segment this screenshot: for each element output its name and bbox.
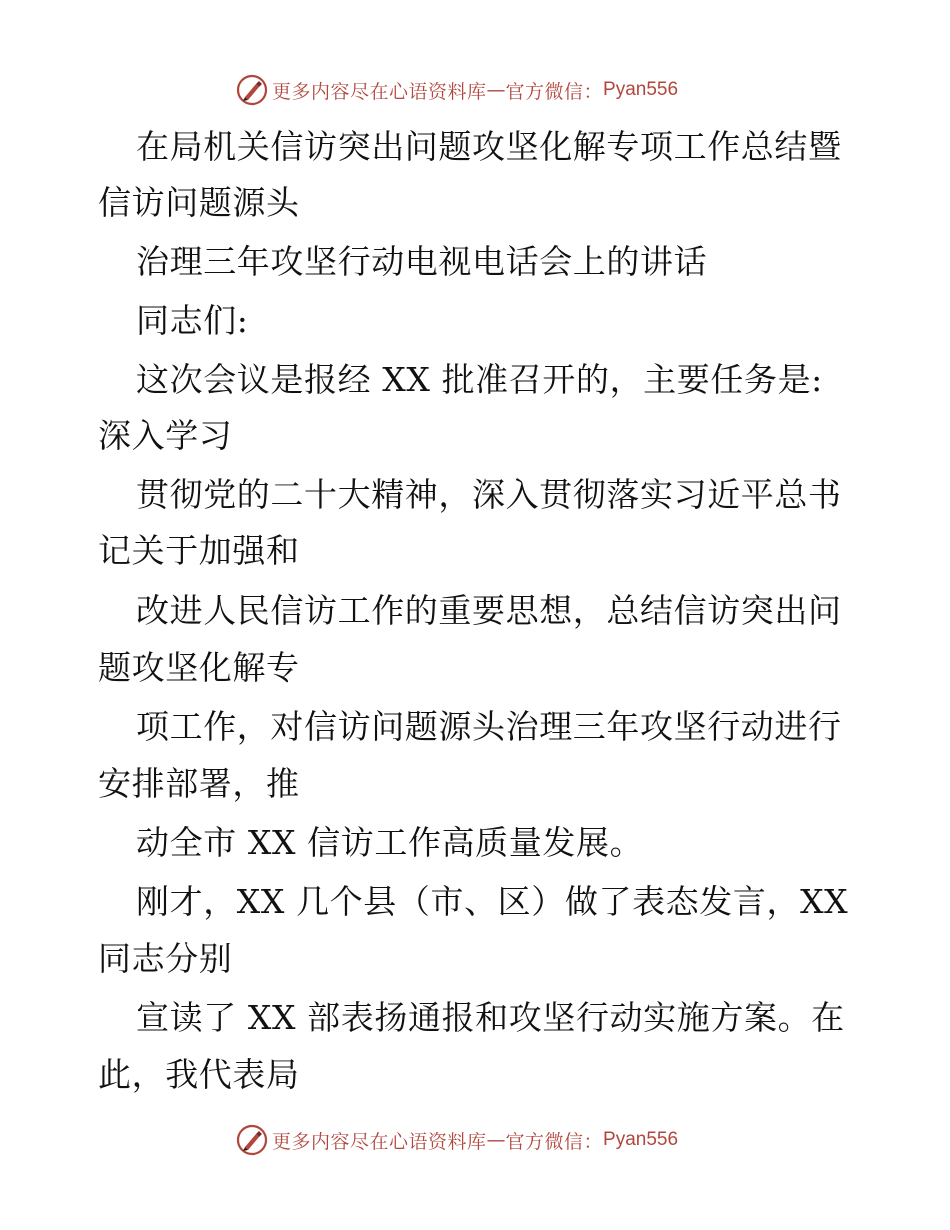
paragraph-line: 宣读了 XX 部表扬通报和攻坚行动实施方案。在: [136, 998, 845, 1037]
paragraph-line: 记关于加强和: [98, 531, 300, 570]
paragraph-line: 此，我代表局: [98, 1055, 300, 1094]
paragraph-line: 改进人民信访工作的重要思想，总结信访突出问: [136, 591, 842, 630]
salutation: 同志们:: [136, 301, 249, 340]
header-watermark: [236, 74, 678, 106]
paragraph-line: 这次会议是报经 XX 批准召开的，主要任务是:: [136, 360, 823, 399]
watermark-separator: —: [486, 1129, 506, 1151]
paragraph-line: 同志分别: [98, 939, 233, 978]
paragraph-line: 项工作，对信访问题源头治理三年攻坚行动进行: [136, 707, 842, 746]
paragraph-line: 贯彻党的二十大精神，深入贯彻落实习近平总书: [136, 475, 842, 514]
watermark-text: 更多内容尽在心语资料库: [272, 1130, 487, 1153]
watermark-text: 更多内容尽在心语资料库: [272, 80, 487, 103]
title-line-3: 治理三年攻坚行动电视电话会上的讲话: [136, 242, 708, 281]
title-line-2: 信访问题源头: [98, 183, 300, 222]
pen-logo-icon: [236, 1124, 268, 1156]
watermark-separator: —: [486, 79, 506, 101]
paragraph-line: 题攻坚化解专: [98, 648, 300, 687]
watermark-contact-label: 官方微信：: [505, 1130, 604, 1153]
footer-watermark: [236, 1124, 678, 1156]
watermark-wechat-id: Pyan556: [603, 1129, 679, 1150]
pen-logo-icon: [236, 74, 268, 106]
watermark-contact-label: 官方微信：: [505, 80, 604, 103]
paragraph-line: 深入学习: [98, 416, 233, 455]
watermark-wechat-id: Pyan556: [603, 79, 679, 100]
paragraph-line: 安排部署，推: [98, 764, 300, 803]
title-line-1: 在局机关信访突出问题攻坚化解专项工作总结暨: [136, 127, 842, 166]
paragraph-line: 动全市 XX 信访工作高质量发展。: [136, 823, 644, 862]
paragraph-line: 刚才，XX 几个县（市、区）做了表态发言，XX: [136, 882, 849, 921]
